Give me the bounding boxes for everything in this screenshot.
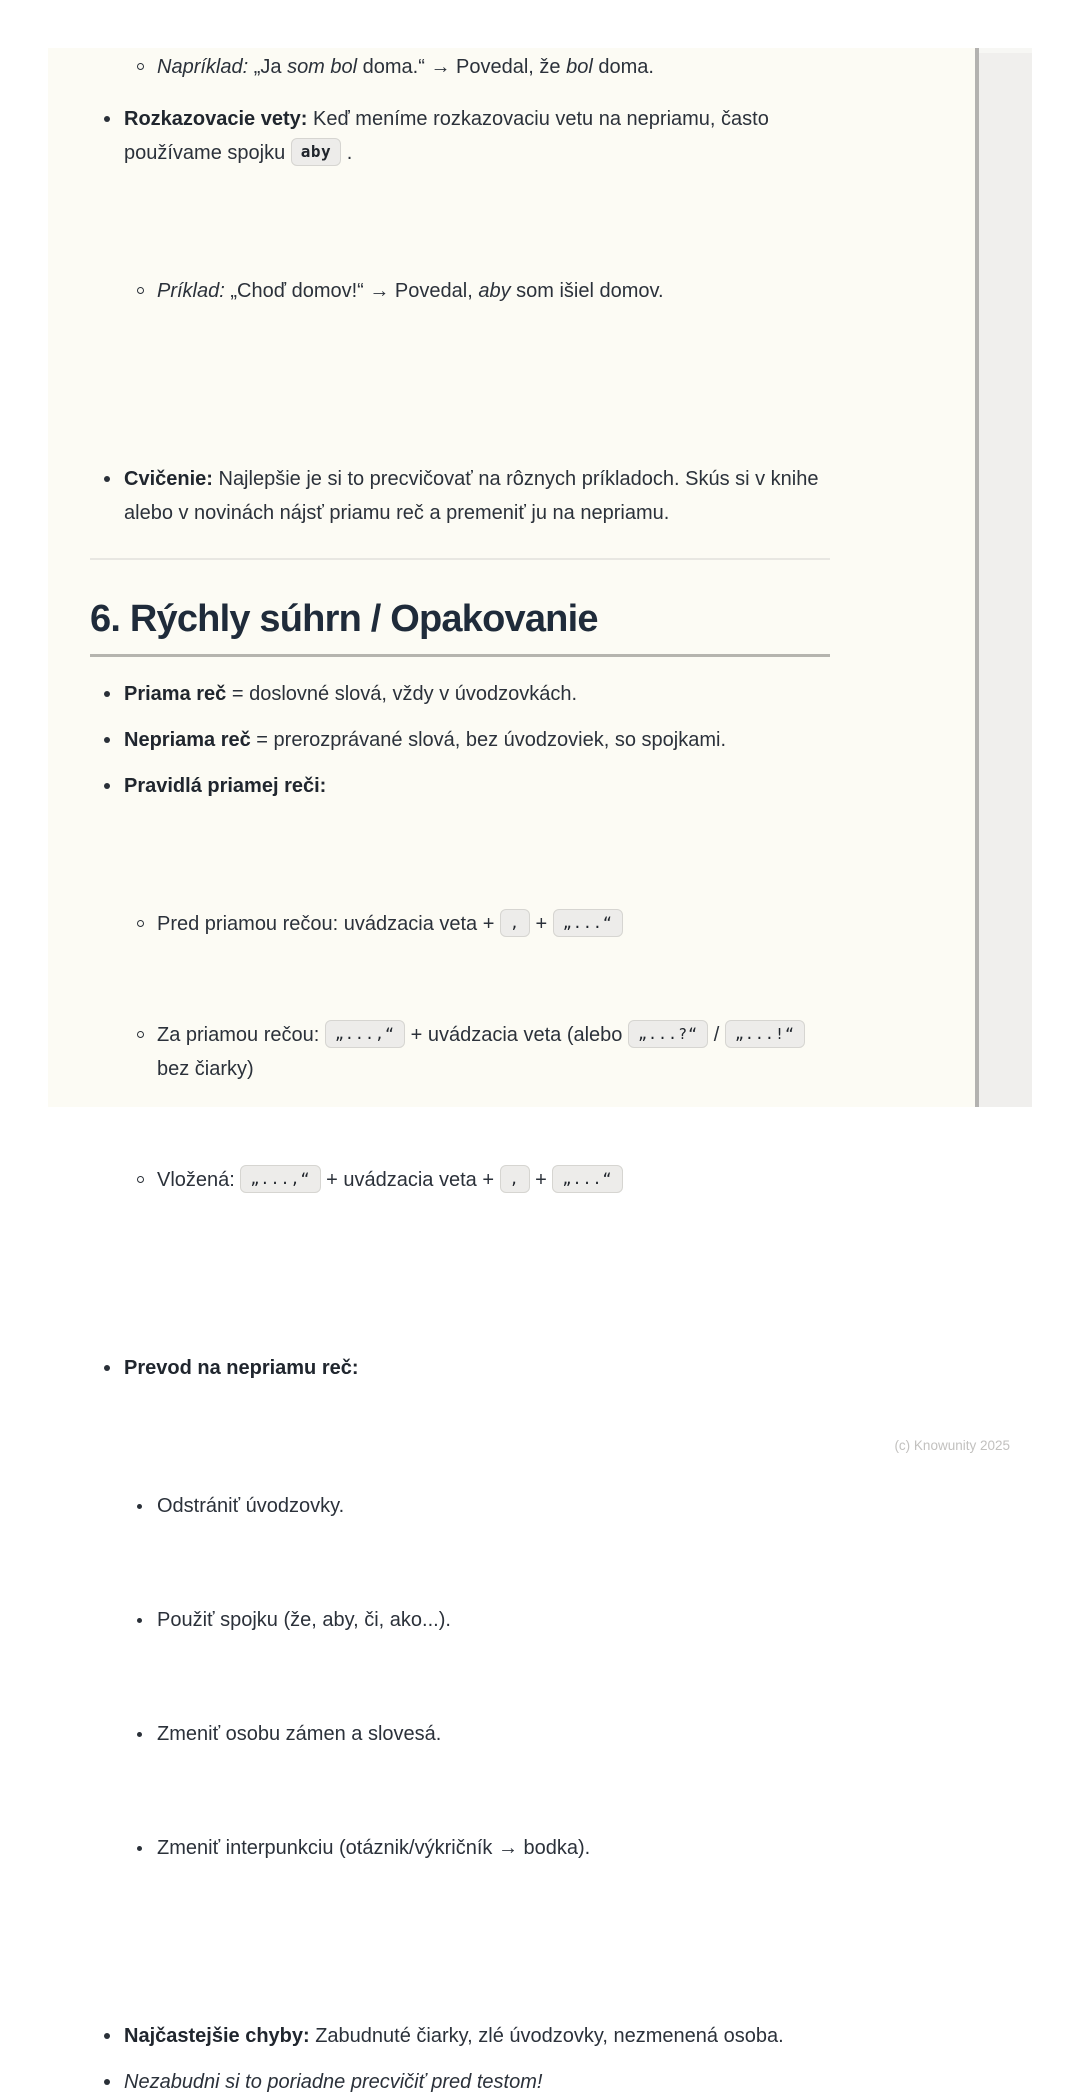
text-run: bol bbox=[566, 56, 593, 78]
list-item bbox=[90, 723, 830, 757]
code-chip: aby bbox=[291, 138, 341, 166]
list-item bbox=[124, 1489, 830, 1523]
list-item bbox=[90, 2065, 830, 2099]
list-item-text bbox=[157, 274, 830, 308]
top-list bbox=[90, 102, 830, 530]
list-item bbox=[124, 1603, 830, 1637]
text-run: Zabudnuté čiarky, zlé úvodzovky, nezmenená osoba. bbox=[309, 2025, 784, 2047]
list-item-text bbox=[157, 1018, 830, 1086]
list-item-text bbox=[124, 769, 830, 1333]
list-item-text bbox=[124, 677, 830, 711]
text-run: + uvádzacia veta (alebo bbox=[405, 1024, 628, 1046]
text-run: . bbox=[341, 142, 353, 164]
text-run: bez čiarky) bbox=[157, 1024, 811, 1080]
code-chip: „...?“ bbox=[628, 1020, 708, 1048]
list-item-text bbox=[124, 462, 830, 530]
list-item bbox=[137, 50, 830, 84]
disc-bullet-icon bbox=[104, 102, 124, 122]
circle-bullet-icon bbox=[137, 1018, 157, 1038]
code-chip: „...,“ bbox=[240, 1165, 320, 1193]
section-divider bbox=[90, 558, 830, 560]
disc-bullet-icon bbox=[104, 723, 124, 743]
list-item-text bbox=[124, 1351, 830, 2001]
list-item bbox=[90, 677, 830, 711]
term-bold: Najčastejšie chyby: bbox=[124, 2025, 310, 2047]
text-run: Nezabudni si to poriadne precvičiť pred testom! bbox=[124, 2071, 543, 2093]
list-item bbox=[90, 102, 830, 444]
text-run: / bbox=[708, 1024, 725, 1046]
list-item bbox=[124, 1163, 830, 1197]
text-run: = doslovné slová, vždy v úvodzovkách. bbox=[226, 683, 578, 705]
text-run: Zmeniť osobu zámen a slovesá. bbox=[157, 1723, 442, 1745]
text-run: Použiť spojku (že, aby, či, ako...). bbox=[157, 1609, 451, 1631]
circle-bullet-icon bbox=[137, 274, 157, 294]
code-chip: „...“ bbox=[552, 1165, 622, 1193]
term-bold: Nepriama reč bbox=[124, 729, 251, 751]
circle-bullet-icon bbox=[137, 1163, 157, 1183]
disc-bullet-icon bbox=[137, 1603, 157, 1623]
text-run: Keď meníme rozkazovaciu vetu na nepriamu, často používame spojku bbox=[124, 108, 775, 164]
list-item-text bbox=[124, 2019, 830, 2053]
list-item bbox=[124, 274, 830, 308]
text-run: + bbox=[530, 913, 553, 935]
list-item bbox=[90, 769, 830, 1333]
list-item bbox=[90, 2019, 830, 2053]
list-item bbox=[90, 462, 830, 530]
heading-underline bbox=[90, 654, 830, 657]
text-run: Za priamou rečou: bbox=[157, 1024, 325, 1046]
term-bold: Pravidlá priamej reči: bbox=[124, 775, 327, 797]
code-chip: „...!“ bbox=[725, 1020, 805, 1048]
disc-bullet-icon bbox=[104, 677, 124, 697]
disc-bullet-icon bbox=[104, 2065, 124, 2085]
rules-sublist bbox=[124, 839, 830, 1265]
term-bold: Rozkazovacie vety: bbox=[124, 108, 308, 130]
text-run: Pred priamou rečou: uvádzacia veta + bbox=[157, 913, 500, 935]
text-run: „Choď domov!“ → Povedal, bbox=[224, 280, 479, 302]
text-run: = prerozprávané slová, bez úvodzoviek, so spojkami. bbox=[250, 729, 726, 751]
list-item-text bbox=[124, 2065, 830, 2099]
example-sublist bbox=[90, 50, 830, 84]
list-item bbox=[124, 907, 830, 941]
text-run: aby bbox=[478, 280, 511, 302]
term-bold: Cvičenie: bbox=[124, 468, 213, 490]
disc-bullet-icon bbox=[104, 1351, 124, 1371]
text-run: + bbox=[529, 1169, 553, 1191]
copyright-text: (c) Knowunity 2025 bbox=[894, 1438, 1010, 1453]
scrollbar-track[interactable] bbox=[975, 48, 1032, 1107]
list-item bbox=[90, 1351, 830, 2001]
list-item-text bbox=[157, 907, 830, 941]
list-item-text bbox=[124, 723, 830, 757]
list-item bbox=[124, 1717, 830, 1751]
code-chip: „...,“ bbox=[325, 1020, 405, 1048]
list-item-text bbox=[124, 102, 830, 444]
list-item-text bbox=[157, 1163, 830, 1197]
list-item-text bbox=[157, 1603, 830, 1637]
list-item bbox=[124, 1831, 830, 1865]
steps-sublist bbox=[124, 1421, 830, 1933]
disc-bullet-icon bbox=[137, 1831, 157, 1851]
list-item-text bbox=[157, 1831, 830, 1865]
term-bold: Prevod na nepriamu reč: bbox=[124, 1357, 359, 1379]
disc-bullet-icon bbox=[137, 1489, 157, 1509]
circle-bullet-icon bbox=[137, 907, 157, 927]
code-chip: , bbox=[500, 909, 530, 937]
list-item bbox=[124, 1018, 830, 1086]
code-chip: „...“ bbox=[553, 909, 623, 937]
text-run: doma.“ → Povedal, že bbox=[357, 56, 567, 78]
text-run: doma. bbox=[592, 56, 654, 78]
summary-list bbox=[90, 677, 830, 2099]
text-run: som išiel domov. bbox=[510, 280, 664, 302]
list-item-text bbox=[157, 1717, 830, 1751]
document-content bbox=[90, 48, 830, 2099]
list-item-text bbox=[157, 50, 830, 84]
text-run: som bol bbox=[287, 56, 358, 78]
circle-bullet-icon bbox=[137, 50, 157, 70]
disc-bullet-icon bbox=[137, 1717, 157, 1737]
text-run: Príklad: bbox=[157, 280, 225, 302]
code-chip: , bbox=[500, 1165, 530, 1193]
text-run: + uvádzacia veta + bbox=[320, 1169, 500, 1191]
disc-bullet-icon bbox=[104, 462, 124, 482]
term-bold: Priama reč bbox=[124, 683, 227, 705]
text-run: Zmeniť interpunkciu (otáznik/výkričník → bodka). bbox=[157, 1837, 591, 1859]
section-heading: 6. Rýchly súhrn / Opakovanie bbox=[90, 598, 598, 640]
text-run: Najlepšie je si to precvičovať na rôznych príkladoch. Skús si v knihe alebo v novinách nájsť priamu reč a premeniť ju na nepriamu. bbox=[124, 468, 825, 524]
disc-bullet-icon bbox=[104, 769, 124, 789]
text-run: „Ja bbox=[248, 56, 288, 78]
list-item-text bbox=[157, 1489, 830, 1523]
example-sublist bbox=[124, 206, 830, 376]
text-run: Vložená: bbox=[157, 1169, 241, 1191]
disc-bullet-icon bbox=[104, 2019, 124, 2039]
text-run: Odstrániť úvodzovky. bbox=[157, 1495, 345, 1517]
text-run: Napríklad: bbox=[157, 56, 249, 78]
